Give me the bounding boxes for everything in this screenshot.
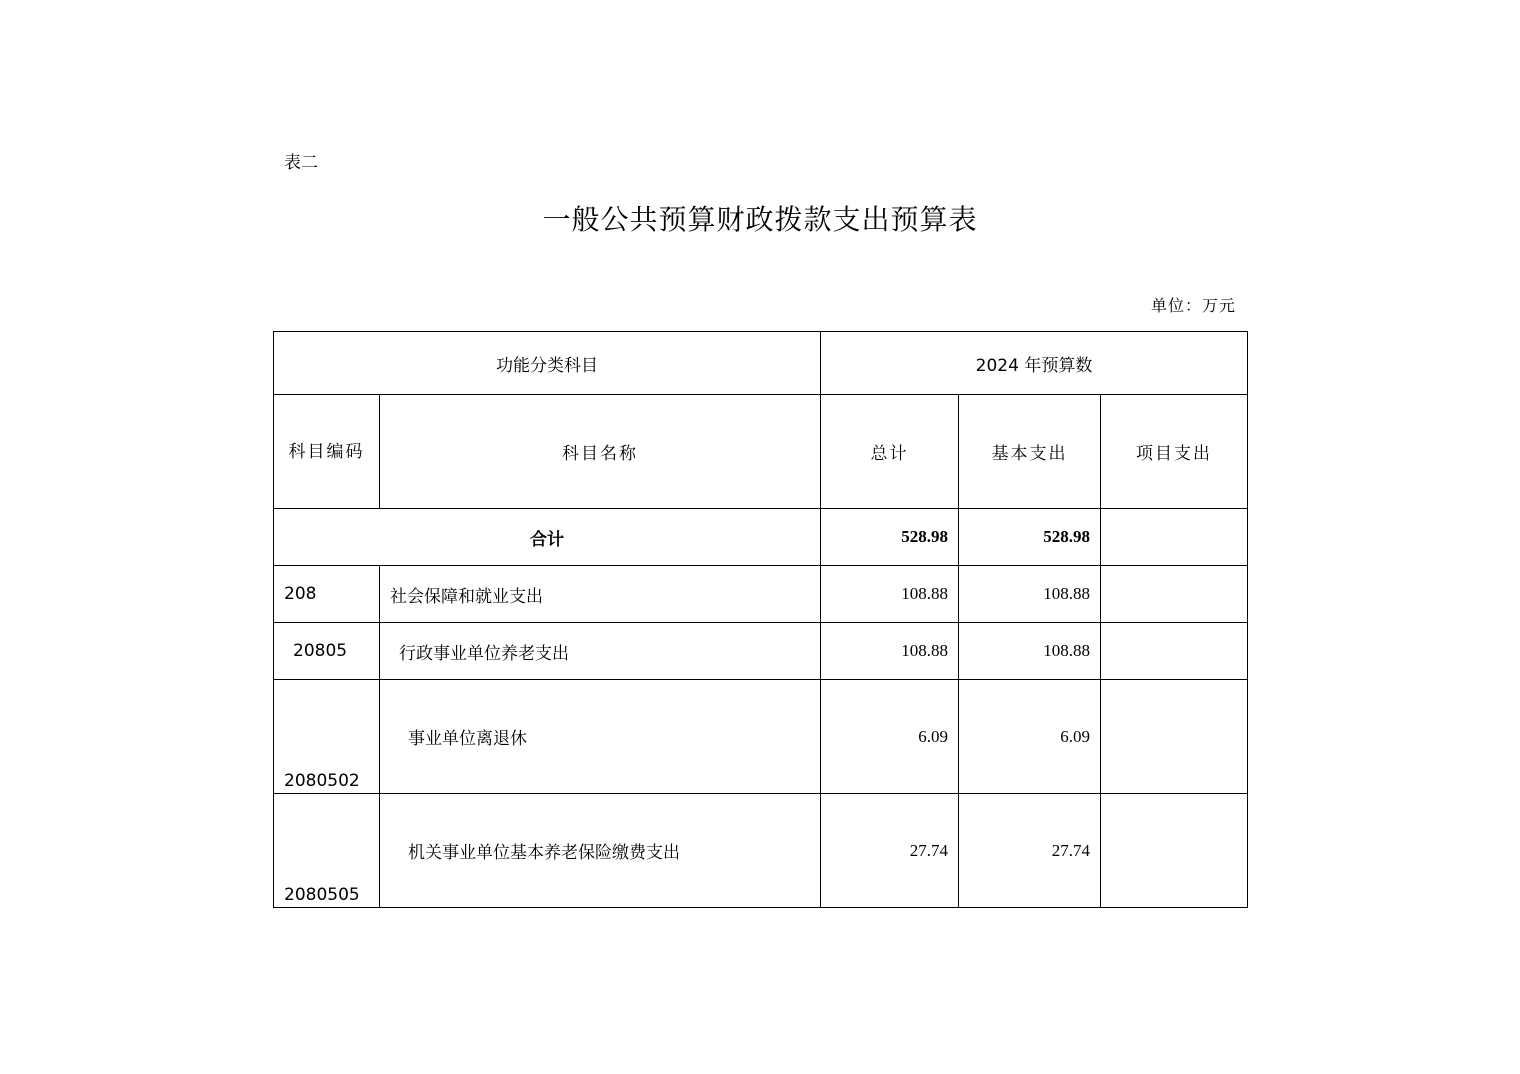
row-basic: 108.88 <box>959 623 1101 680</box>
table-row <box>274 623 1248 680</box>
row-code: 208 <box>274 566 380 623</box>
total-total: 528.98 <box>821 509 959 566</box>
table-label: 表二 <box>284 153 318 173</box>
row-basic: 27.74 <box>959 794 1101 908</box>
header-name: 科目名称 <box>380 395 821 509</box>
header-row-sub <box>274 395 1248 509</box>
row-basic: 6.09 <box>959 680 1101 794</box>
unit-label: 单位：万元 <box>1150 296 1236 315</box>
header-row-top <box>274 332 1248 395</box>
row-name: 行政事业单位养老支出 <box>380 623 821 680</box>
header-budget-year: 2024 年预算数 <box>821 332 1248 395</box>
table-row <box>274 680 1248 794</box>
row-code: 2080505 <box>274 794 380 908</box>
total-project <box>1101 509 1248 566</box>
row-total: 108.88 <box>821 623 959 680</box>
row-code: 20805 <box>274 623 380 680</box>
table-row <box>274 794 1248 908</box>
total-basic: 528.98 <box>959 509 1101 566</box>
row-code: 2080502 <box>274 680 380 794</box>
row-name: 机关事业单位基本养老保险缴费支出 <box>380 794 821 908</box>
row-basic: 108.88 <box>959 566 1101 623</box>
header-total: 总计 <box>821 395 959 509</box>
header-project: 项目支出 <box>1101 395 1248 509</box>
row-total: 27.74 <box>821 794 959 908</box>
total-row <box>274 509 1248 566</box>
table-row <box>274 566 1248 623</box>
total-label: 合计 <box>274 509 821 566</box>
row-total: 108.88 <box>821 566 959 623</box>
row-project <box>1101 794 1248 908</box>
row-name: 事业单位离退休 <box>380 680 821 794</box>
header-basic: 基本支出 <box>959 395 1101 509</box>
row-name: 社会保障和就业支出 <box>380 566 821 623</box>
row-project <box>1101 623 1248 680</box>
row-project <box>1101 680 1248 794</box>
page-title: 一般公共预算财政拨款支出预算表 <box>542 203 978 236</box>
header-code: 科目编码 <box>274 395 380 509</box>
budget-table <box>273 331 1248 908</box>
row-project <box>1101 566 1248 623</box>
header-classification: 功能分类科目 <box>274 332 821 395</box>
row-total: 6.09 <box>821 680 959 794</box>
